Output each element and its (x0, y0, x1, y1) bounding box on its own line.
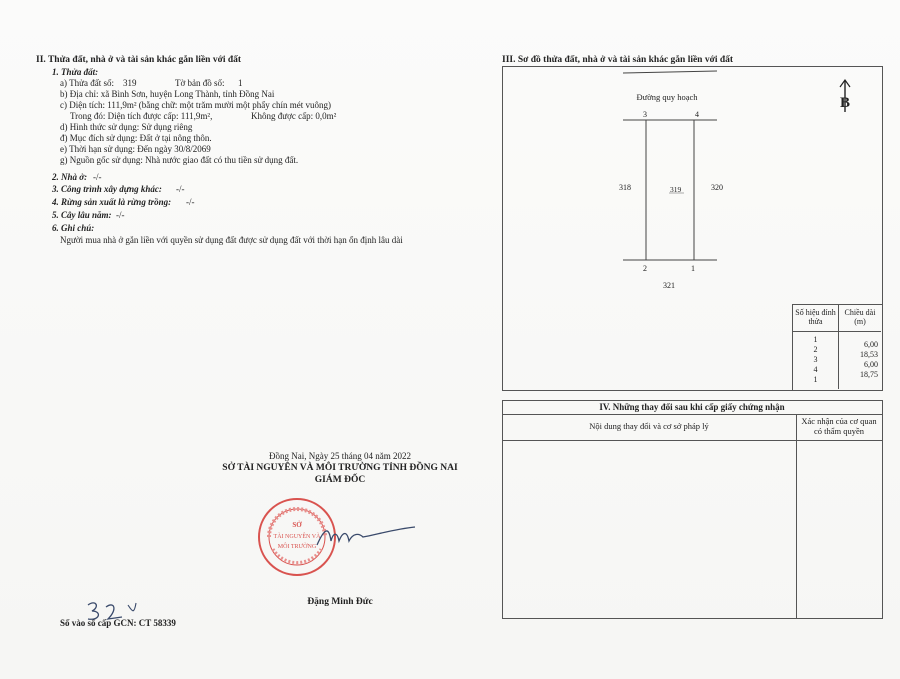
section-iii-title: III. Sơ đồ thửa đất, nhà ở và tài sản khác gắn liền với đất (502, 55, 734, 65)
vertex-3-label: 3 (643, 110, 647, 119)
parcel-address: b) Địa chỉ: xã Bình Sơn, huyện Long Thành, tỉnh Đồng Nai (60, 89, 275, 99)
signing-date: Đồng Nai, Ngày 25 tháng 04 năm 2022 (269, 451, 411, 461)
map-sheet-label: Tờ bản đồ số: (175, 78, 225, 88)
neighbor-parcel-left: 318 (619, 183, 631, 192)
vertex-2-label: 2 (643, 264, 647, 273)
top-marker-line (623, 71, 717, 73)
length-cell: 6,00 (864, 340, 878, 349)
length-cell: 6,00 (864, 360, 878, 369)
stamp-line-2: TÀI NGUYÊN VÀ (273, 534, 321, 540)
stamp-line-3: MÔI TRƯỜNG (277, 544, 317, 550)
use-form: d) Hình thức sử dụng: Sử dụng riêng (60, 122, 193, 132)
length-cell: 18,53 (860, 350, 878, 359)
use-origin: g) Nguồn gốc sử dụng: Nhà nước giao đất có thu tiền sử dụng đất. (60, 155, 299, 165)
vertex-column-header: Số hiệu đỉnh thửa (795, 308, 836, 326)
seal-stamp-icon (259, 499, 335, 575)
handwritten-signature-icon (317, 527, 415, 545)
area-not-granted: Không được cấp: 0,0m² (251, 111, 337, 121)
issuing-organization: SỞ TÀI NGUYÊN VÀ MÔI TRƯỜNG TỈNH ĐỒNG NAI (222, 463, 458, 473)
other-construction-heading: 3. Công trình xây dựng khác: (52, 184, 162, 194)
forest-heading: 4. Rừng sản xuất là rừng trồng: (52, 197, 172, 207)
authority-confirmation-header: Xác nhận của cơ quan có thẩm quyền (801, 416, 877, 436)
register-number: Số vào sổ cấp GCN: CT 58339 (60, 618, 176, 628)
vertex-cell: 2 (813, 345, 818, 354)
section-ii-title: II. Thửa đất, nhà ở và tài sản khác gắn liền với đất (36, 55, 242, 65)
change-content-header: Nội dung thay đổi và cơ sở pháp lý (589, 421, 709, 431)
vertex-1-label: 1 (691, 264, 695, 273)
perennial-heading: 5. Cây lâu năm: (52, 210, 112, 220)
neighbor-parcel-bottom: 321 (663, 281, 675, 290)
parcel-number-label: a) Thửa đất số: (60, 78, 114, 88)
vertex-cell: 4 (813, 365, 818, 374)
parcel-number-value: 319 (123, 78, 137, 88)
signer-name: Đặng Minh Đức (307, 597, 373, 607)
parcel-area: c) Diện tích: 111,9m² (bằng chữ: một trăm mười một phẩy chín mét vuông) (60, 100, 331, 110)
note-text: Người mua nhà ở gắn liền với quyền sử dụng đất được sử dụng đất với thời hạn ổn định lâu dài (60, 235, 403, 245)
length-cell: 18,75 (860, 370, 878, 379)
length-column-header: Chiều dài (m) (844, 308, 876, 326)
parcel-number-in-diagram: 319 (670, 185, 682, 194)
stamp-line-1: SỞ (292, 521, 302, 529)
vertex-4-label: 4 (695, 110, 699, 119)
house-heading: 2. Nhà ở: (52, 172, 88, 182)
neighbor-parcel-right: 320 (711, 183, 723, 192)
north-symbol: B (839, 95, 851, 111)
map-sheet-value: 1 (238, 78, 243, 88)
vertex-cell: 3 (813, 355, 818, 364)
north-arrow-icon (840, 80, 850, 112)
other-construction-value: -/- (176, 184, 185, 194)
forest-value: -/- (186, 197, 195, 207)
perennial-value: -/- (116, 210, 125, 220)
vertex-cell: 1 (813, 335, 818, 344)
handwritten-number-icon (84, 599, 146, 625)
house-value: -/- (93, 172, 102, 182)
signer-position: GIÁM ĐỐC (314, 475, 366, 485)
note-heading: 6. Ghi chú: (52, 223, 95, 233)
parcel-heading: 1. Thửa đất: (52, 67, 99, 77)
road-label: Đường quy hoạch (636, 92, 698, 102)
vertex-cell: 1 (813, 375, 818, 384)
area-granted: Trong đó: Diện tích được cấp: 111,9m², (70, 111, 213, 121)
use-purpose: đ) Mục đích sử dụng: Đất ở tại nông thôn. (60, 133, 212, 143)
use-term: e) Thời hạn sử dụng: Đến ngày 30/8/2069 (60, 144, 211, 154)
section-iv-title: IV. Những thay đổi sau khi cấp giấy chứng nhận (599, 402, 785, 412)
official-stamp-and-signature (255, 497, 425, 582)
